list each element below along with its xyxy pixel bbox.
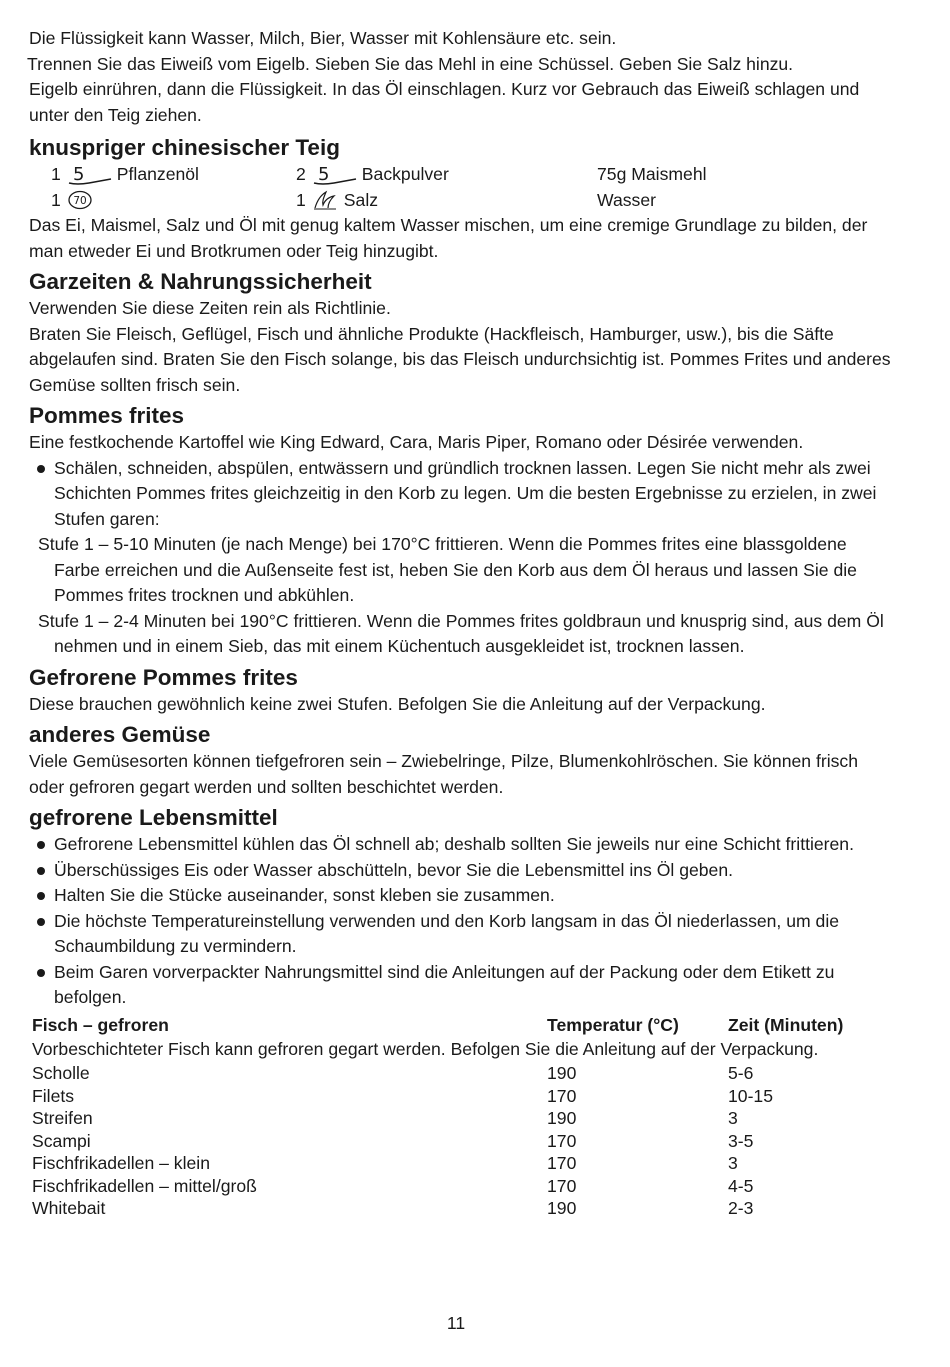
- table-header-row: [32, 1014, 872, 1037]
- fish-time: 3: [728, 1108, 738, 1128]
- svg-text:5: 5: [72, 163, 85, 185]
- fish-time: 2-3: [728, 1198, 754, 1218]
- heading-frozen-fries: Gefrorene Pommes frites: [29, 664, 298, 690]
- fish-temp: 170: [547, 1130, 577, 1151]
- intro-line-1: Die Flüssigkeit kann Wasser, Milch, Bier, Wasser mit Kohlensäure etc. sein.: [29, 28, 617, 48]
- table-row: [32, 1062, 872, 1085]
- fish-temp: 170: [547, 1153, 577, 1173]
- vegetables-text: Viele Gemüsesorten können tiefgefroren sein – Zwiebelringe, Pilze, Blumenkohlröschen. Sie können frisch oder gefroren gegart werden und sollten beschichtet werden.: [29, 751, 858, 797]
- fries-stage-2: Stufe 1 – 2-4 Minuten bei 190°C frittieren. Wenn die Pommes frites goldbraun und knusprig sind, aus dem Öl nehmen und in einem Sieb, das mit einem Küchentuch ausgekleidet ist, trocknen lassen.: [38, 610, 884, 656]
- svg-text:5: 5: [317, 163, 330, 185]
- ingredient-water: Wasser: [597, 189, 656, 210]
- fish-name: Whitebait: [32, 1198, 106, 1218]
- table-row: [32, 1175, 872, 1198]
- fish-temp: 190: [547, 1063, 577, 1083]
- egg-size-icon: [67, 189, 95, 211]
- spoon-icon: [67, 164, 113, 186]
- fish-time: 5-6: [728, 1063, 754, 1083]
- list-item: Die höchste Temperatureinstellung verwenden und den Korb langsam in das Öl niederlassen, um die Schaumbildung zu vermindern.: [29, 909, 895, 960]
- list-item: Beim Garen vorverpackter Nahrungsmittel sind die Anleitungen auf der Packung oder dem Etikett zu befolgen.: [29, 960, 895, 1011]
- table-row: [32, 1085, 872, 1108]
- table-row: [32, 1197, 872, 1220]
- table-row: [32, 1152, 872, 1175]
- heading-other-vegetables: anderes Gemüse: [29, 722, 211, 747]
- spoon-icon: [312, 164, 358, 186]
- cooking-text: Braten Sie Fleisch, Geflügel, Fisch und ähnliche Produkte (Hackfleisch, Hamburger, usw.), bis die Säfte abgelaufen sind. Braten Sie den Fisch solange, bis das Fleisch undurchsichtig ist. Pommes Frites und anderes Gemüse sollten frisch sein.: [29, 323, 891, 395]
- heading-fries: Pommes frites: [29, 403, 185, 428]
- fish-temp: 190: [547, 1108, 577, 1128]
- heading-cooking-times: Garzeiten & Nahrungssicherheit: [29, 269, 372, 294]
- list-item: Schälen, schneiden, abspülen, entwässern und gründlich trocknen lassen. Legen Sie nicht mehr als zwei Schichten Pommes frites gleichzeitig in den Korb zu legen. Um die besten Ergebnisse zu erzielen, in zwei Stufen garen:: [29, 456, 895, 533]
- intro-line-3: Eigelb einrühren, dann die Flüssigkeit. In das Öl einschlagen. Kurz vor Gebrauch das Eiweiß schlagen und unter den Teig ziehen.: [29, 79, 860, 125]
- heading-crispy-batter: knuspriger chinesischer Teig: [29, 135, 340, 160]
- heading-frozen-food: gefrorene Lebensmittel: [29, 805, 278, 830]
- ingredient-grid: [29, 162, 895, 213]
- header-fish: Fisch – gefroren: [32, 1014, 169, 1035]
- fries-stage-1: Stufe 1 – 5-10 Minuten (je nach Menge) bei 170°C frittieren. Wenn die Pommes frites eine blassgoldene Farbe erreichen und die Außenseite fest ist, heben Sie den Korb aus dem Öl heraus und lassen Sie die Pommes frites trocknen und abkühlen.: [38, 534, 857, 605]
- fish-name: Scampi: [32, 1130, 91, 1151]
- frozen-food-list: [29, 832, 895, 1011]
- table-row: [32, 1107, 872, 1130]
- list-item: Überschüssiges Eis oder Wasser abschütteln, bevor Sie die Lebensmittel ins Öl geben.: [29, 858, 895, 884]
- fish-table: [32, 1014, 872, 1220]
- ingredient-egg: 1 70: [51, 188, 99, 214]
- list-item: Halten Sie die Stücke auseinander, sonst kleben sie zusammen.: [29, 883, 895, 909]
- list-item: Gefrorene Lebensmittel kühlen das Öl schnell ab; deshalb sollten Sie jeweils nur eine Schicht frittieren.: [29, 832, 895, 858]
- svg-text:70: 70: [73, 195, 87, 208]
- page-content: [29, 26, 895, 1220]
- fish-time: 10-15: [728, 1085, 773, 1106]
- pinch-icon: [312, 189, 340, 211]
- ingredient-salt: 1 Salz: [296, 189, 379, 210]
- fries-bullet-list: [29, 456, 895, 533]
- fish-temp: 170: [547, 1175, 577, 1196]
- fish-table-note: Vorbeschichteter Fisch kann gefroren gegart werden. Befolgen Sie die Anleitung auf der Verpackung.: [32, 1039, 819, 1059]
- table-row: [32, 1130, 872, 1153]
- ingredient-oil: 1 5 Pflanzenöl: [51, 163, 199, 185]
- fish-time: 3: [728, 1153, 738, 1173]
- frozen-fries-text: Diese brauchen gewöhnlich keine zwei Stufen. Befolgen Sie die Anleitung auf der Verpackung.: [29, 693, 766, 714]
- intro-line-2: Trennen Sie das Eiweiß vom Eigelb. Sieben Sie das Mehl in eine Schüssel. Geben Sie Salz hinzu.: [27, 53, 794, 74]
- fish-time: 3-5: [728, 1130, 754, 1151]
- fish-name: Fischfrikadellen – klein: [32, 1153, 210, 1173]
- fish-name: Streifen: [32, 1108, 93, 1128]
- ingredient-cornflour: 75g Maismehl: [597, 164, 707, 184]
- fish-time: 4-5: [728, 1175, 754, 1196]
- page-number: 11: [446, 1313, 466, 1333]
- header-time: Zeit (Minuten): [728, 1014, 844, 1035]
- fish-name: Scholle: [32, 1063, 90, 1083]
- crispy-batter-text: Das Ei, Maismel, Salz und Öl mit genug kaltem Wasser mischen, um eine cremige Grundlage zu bilden, der man etweder Ei und Brotkrumen oder Teig hinzugibt.: [29, 215, 868, 261]
- fish-temp: 170: [547, 1085, 577, 1106]
- fish-name: Fischfrikadellen – mittel/groß: [32, 1175, 257, 1196]
- header-temperature: Temperatur (°C): [547, 1014, 679, 1035]
- ingredient-baking-powder: 2 5 Backpulver: [296, 163, 449, 185]
- fish-name: Filets: [32, 1085, 75, 1106]
- fish-temp: 190: [547, 1198, 577, 1218]
- fries-potato-text: Eine festkochende Kartoffel wie King Edward, Cara, Maris Piper, Romano oder Désirée verwenden.: [29, 432, 804, 452]
- cooking-guideline: Verwenden Sie diese Zeiten rein als Richtlinie.: [29, 298, 391, 318]
